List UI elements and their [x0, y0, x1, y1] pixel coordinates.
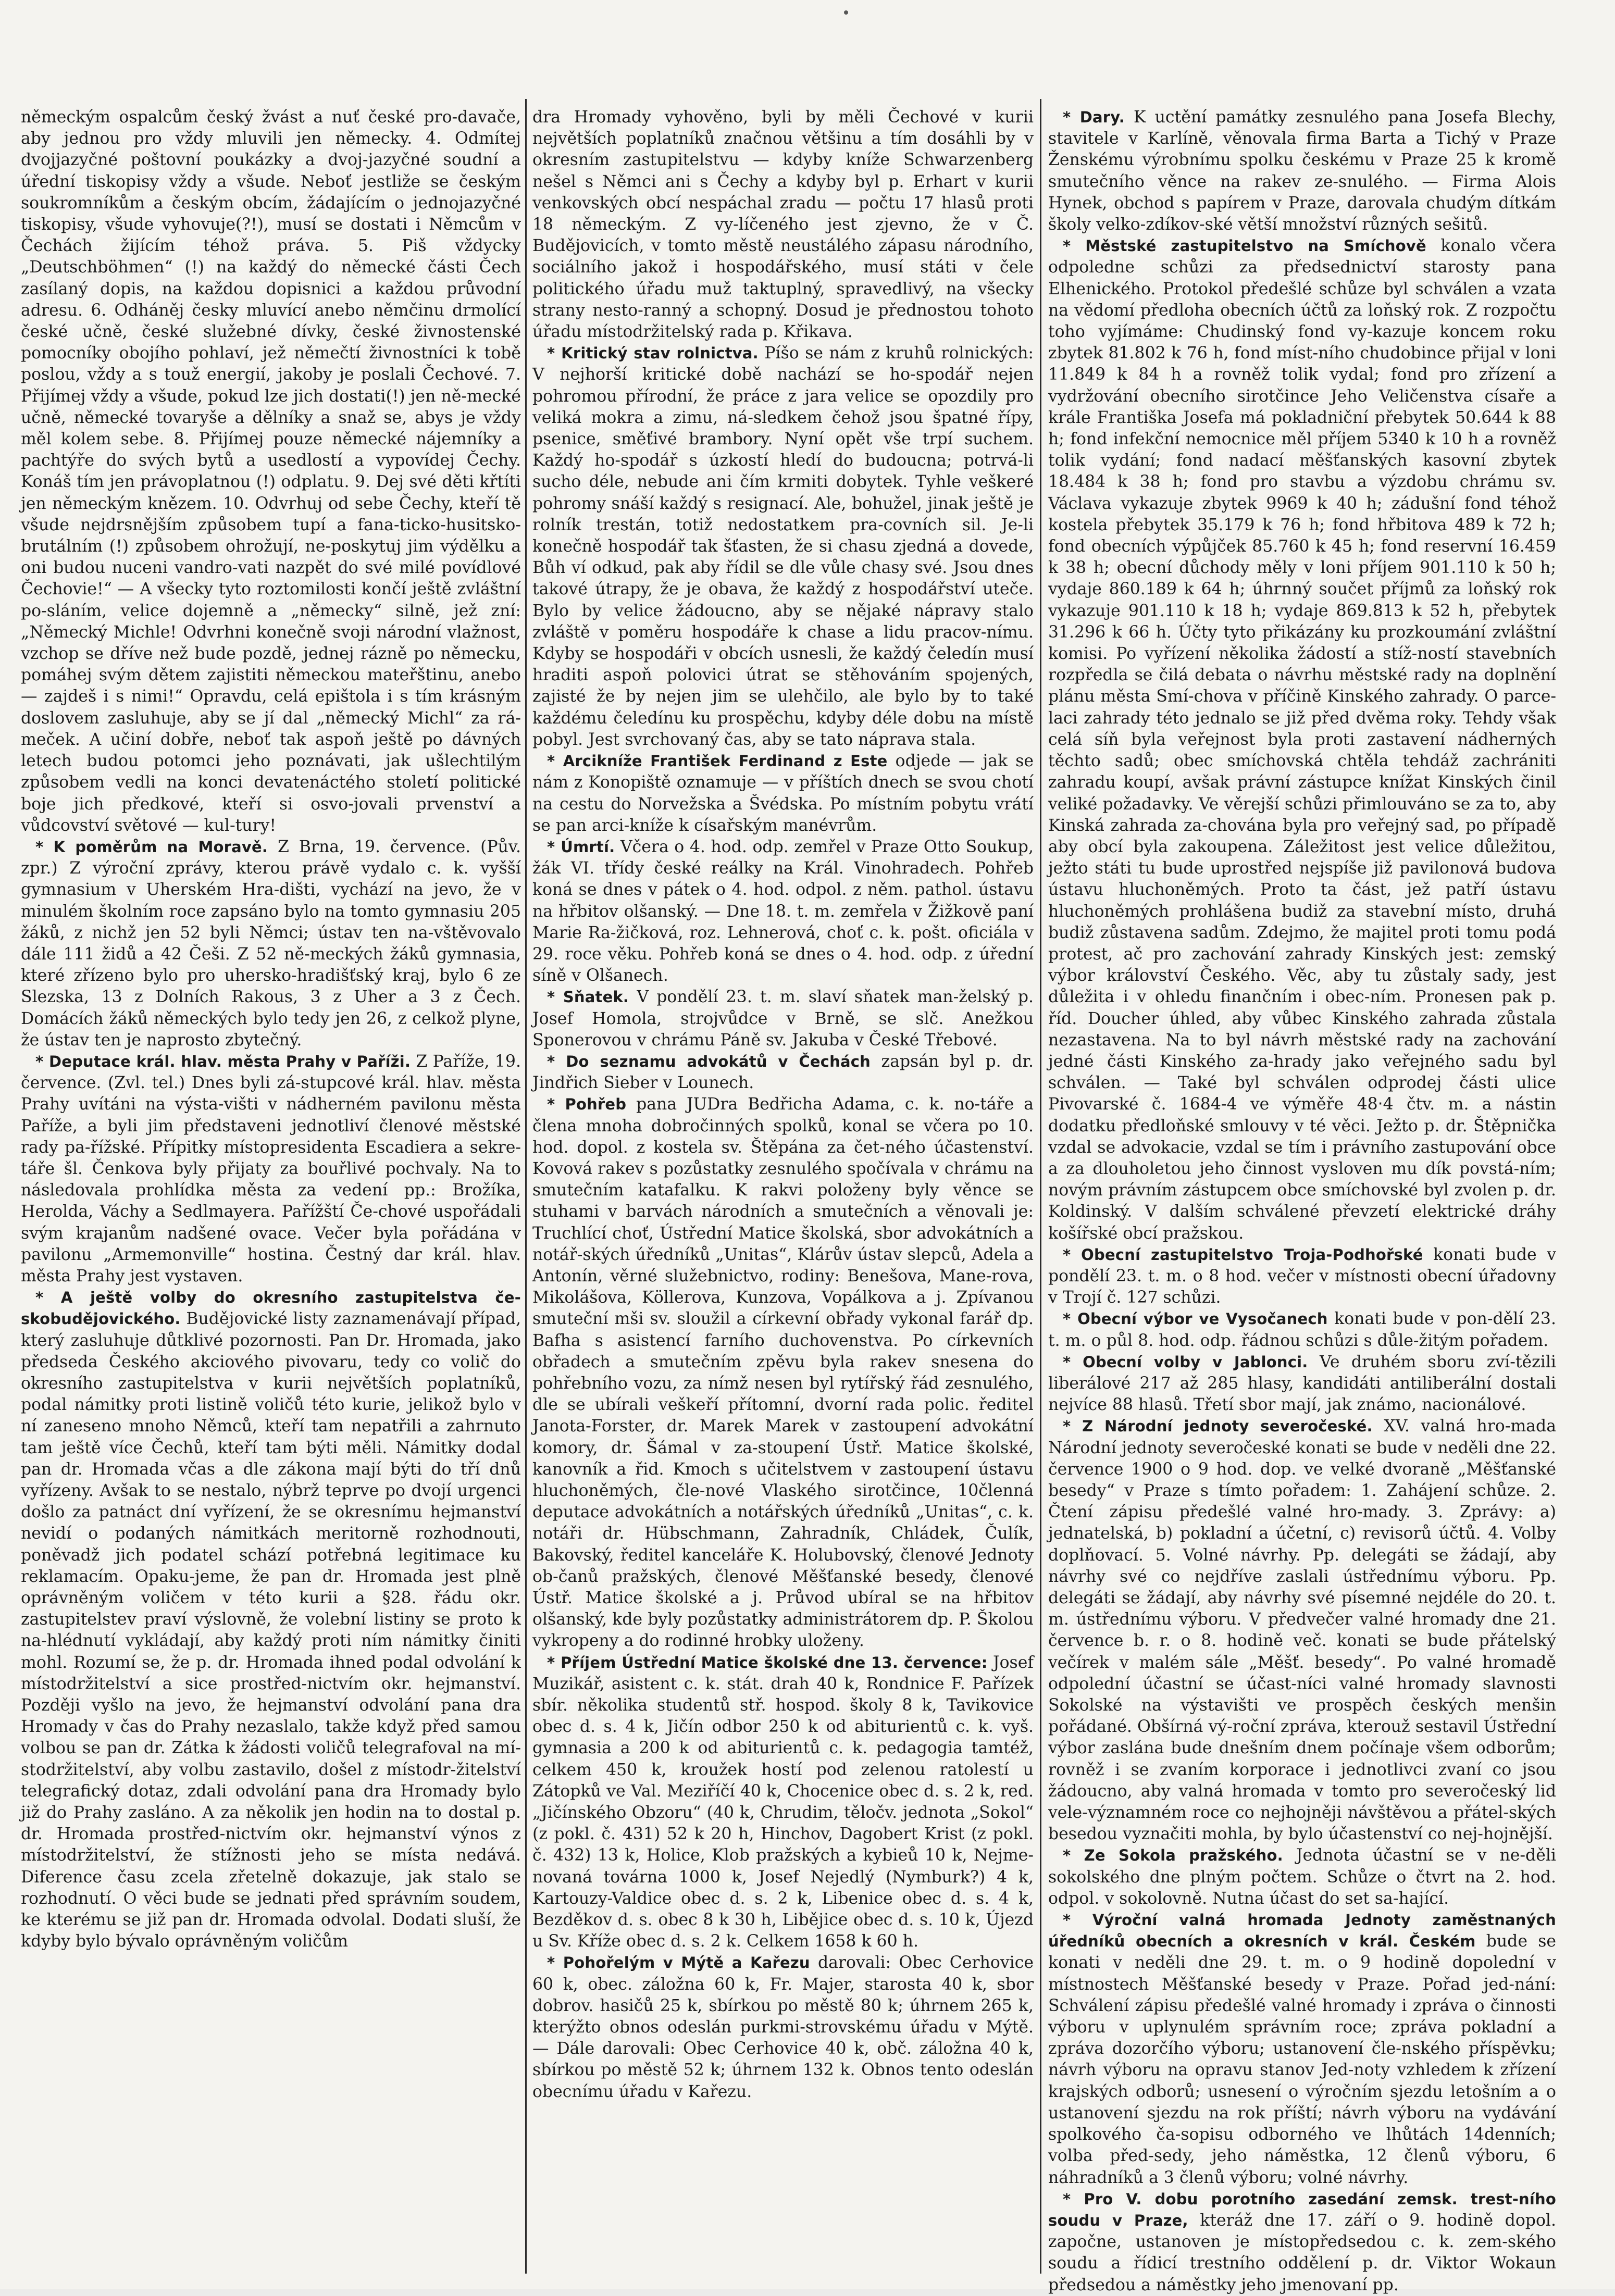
article-text: darovali: Obec Cerhovice 60 k, obec. záložna 60 k, Fr. Majer, starosta 40 k, sbor dobrov. hasičů 25 k, sbírkou po městě 80 k; úhrnem 265 k, kterýžto obnos odeslán purkmi-strovskému úřadu v Mýtě. — Dále darovali: Obec Cerhovice 40 k, obč. záložna 40 k, sbírkou po městě 52 k; úhrnem 132 k. Obnos tento odeslán obecnímu úřadu v Kařezu.	[532, 1953, 1034, 2101]
article-text: konati bude v pon-dělí 23. t. m. o půl 8. hod. odp. řádnou schůzi s důle-žitým pořadem.	[1048, 1309, 1556, 1350]
article-text: K uctění památky zesnulého pana Josefa Blechy, stavitele v Karlíně, věnovala firma Barta a Tichý v Praze Ženskému výrobnímu spolku českému v Praze 25 k kromě smutečního věnce na rakev ze-snulého. — Firma Alois Hynek, obchod s papírem v Praze, darovala chudým dítkám školy velko-zdíkov-ské větší množství různých sešitů.	[1048, 108, 1556, 234]
article-heading: * Úmrtí.	[547, 838, 615, 856]
article-text: Ve druhém sboru zví-tězili liberálové 217 až 285 hlasy, kandidáti antiliberální dostali nejvíce 88 hlasů. Třetí sbor mají, jak známo, nacionálové.	[1048, 1352, 1557, 1415]
news-article	[21, 1051, 521, 1287]
article-heading: * Obecní výbor ve Vysočanech	[1063, 1310, 1328, 1328]
news-article	[532, 987, 1034, 1051]
news-article	[532, 343, 1034, 751]
paragraph	[21, 107, 521, 837]
print-dot	[844, 10, 848, 15]
article-text: Josef Muzikář, asistent c. k. stát. drah 40 k, Rondnice F. Pařízek sbír. několika studentů stř. hospod. školy 8 k, Tavikovice obec d. s. 4 k, Jičín odbor 250 k od abiturientů c. k. vyš. gymnasia a 200 k od abiturientů c. k. pedagogia tamtéž, celkem 450 k, kroužek hostí pod zelenou ratolestí u Zátopků ve Val. Meziříčí 40 k, Chocenice obec d. s. 2 k, red. „Jičínského Obzoru“ (40 k, Chrudim, těločv. jednota „Sokol“ (z pokl. č. 431) 52 k 20 h, Hinchov, Dagobert Krist (z pokl. č. 432) 13 k, Holice, Klob pražských a kybieů 10 k, Nejme-novaná továrna 1000 k, Josef Nejedlý (Nymburk?) 4 k, Kartouzy-Valdice obec d. s. 2 k, Libenice obec d. s. 4 k, Bezděkov d. s. obec 8 k 30 h, Libějice obec d. s. 10 k, Újezd u Sv. Kříže obec d. s. 2 k. Celkem 1658 k 60 h.	[532, 1653, 1034, 1951]
article-text: konati bude v pondělí 23. t. m. o 8 hod. večer v místnosti obecní úřadovny v Trojí č. 127 schůzi.	[1048, 1245, 1556, 1307]
article-heading: * Arcikníže František Ferdinand z Este	[547, 752, 888, 770]
article-text: zapsán byl p. dr. Jindřich Sieber v Lounech.	[532, 1052, 1034, 1093]
article-text: odjede — jak se nám z Konopiště oznamuje — v příštích dnech se svou chotí na cestu do Norvežska a Švédska. Po místním pobytu vrátí se pan arci-kníže k císařským manévrům.	[532, 752, 1034, 835]
column-divider	[525, 99, 527, 2274]
news-article	[532, 837, 1034, 987]
article-text: Z Paříže, 19. července. (Zvl. tel.) Dnes byli zá-stupcové král. hlav. města Prahy uvítáni na výsta-višti v nádherném pavilonu města Paříže, a byli jim představeni jednotliví členové městské rady pa-řížské. Přípitky místopresidenta Escadiera a sekre-táře šl. Čenkova byly přijaty za bouřlivé pochvaly. Na to následovala prohlídka města za vedení pp.: Brožíka, Herolda, Váchy a Sedlmayera. Pařížští Če-chové uspořádali svým krajanům nadšené ovace. Večer byla pořádána v pavilonu „Armemonville“ hostina. Čestný dar král. hlav. města Prahy jest vystaven.	[21, 1052, 521, 1286]
column-left	[21, 107, 521, 2279]
paragraph-text: německým ospalcům český žvást a nuť české pro-davače, aby jednou pro vždy mluvili jen německy. 4. Odmítej dvojjazyčné poštovní poukázky a dvoj-jazyčné soudní a úřední tiskopisy vždy a všude. Neboť jestliže se českým soukromníkům a českým obcím, žádajícím o jednojazyčné tiskopisy, všude vyhovuje(?!), musí se dostati i Němcům v Čechách žijícím téhož práva. 5. Piš vždycky „Deutschböhmen“ (!) na každý do německé části Čech zasílaný dopis, na každou dopisnici a každou průvodní adresu. 6. Odháněj česky mluvící anebo němčinu drmolící české učně, české služebné dívky, české živnostenské pomocníky obojího pohlaví, jež němečtí živnostníci k tobě poslou, vždy a s touž energií, jakoby je poslali Čechové. 7. Přijímej vždy a všude, pokud lze jich dostati(!) jen ně-mecké učně, německé tovaryše a dělníky a snaž se, abys je vždy měl kolem sebe. 8. Přijímej pouze německé nájemníky a pachtýře do svých bytů a usedlostí a vypovídej Čechy. Konáš tím jen právoplatnou (!) odplatu. 9. Dej své děti křtíti jen německým knězem. 10. Odvrhuj od sebe Čechy, kteří tě všude nejdrsnějším způsobem tupí a fana-ticko-husitsko-brutálním (!) způsobem ohrožují, ne-poskytuj jim výdělku a oni budou nuceni vandro-vati nazpět do své milé povídlové Čechovie!“ — A všecky tyto roztomilosti končí ještě zvláštní po-sláním, velice dojemně a „německy“ silně, jež zní: „Německý Michle! Odvrhni konečně svoji národní vlažnost, vzchop se dříve než bude pozdě, jednej rázně po německu, pomáhej svým dětem zajistiti německou mateřštinu, anebo — zajdeš i s nimi!“ Opravdu, celá epištola i s tím krásným doslovem zasluhuje, aby se jí dal „německý Michl“ za rá-meček. A učiní dobře, neboť tak aspoň ještě po dávných letech budou potomci jeho poznávati, jak ušlechtilým způsobem vedli na konci devatenáctého století politické boje jich předkové, kteří si osvo-jovali prvenství a vůdcovství světové — kul-tury!	[21, 108, 521, 835]
paragraph-text: dra Hromady vyhověno, byli by měli Čechové v kurii největších poplatníků značnou většinu a tím dosáhli by v okresním zastupitelstvu — kdyby kníže Schwarzenberg nešel s Němci ani s Čechy a kdyby byl p. Erhart v kurii venkovských obcí nespáchal zradu — počtu 17 hlasů proti 18 německým. Z vy-líčeného jest zjevno, že v Č. Budějovicích, v tomto městě neustálého zápasu národního, sociálního jakož i hospodářského, musí státi v čele politického úřadu muž taktuplný, spravedlivý, na všecky strany nesto-ranný a schopný. Dosud je přednostou tohoto úřadu místodržitelský rada p. Křikava.	[532, 108, 1034, 342]
news-article	[1048, 1244, 1556, 1309]
article-heading: * Obecní zastupitelstvo Troja-Podhořské	[1063, 1246, 1423, 1264]
article-heading: * Výroční valná hromada Jednoty zaměstnaných úředníků obecních a okresních v král. Českém	[1048, 1911, 1556, 1950]
article-heading: * Příjem Ústřední Matice školské dne 13. července:	[547, 1654, 988, 1671]
article-text: Jednota účastní se v ne-děli sokolského dne plným počtem. Schůze o čtvrt na 2. hod. odpol. v sokolovně. Nutna účast do set sa-hající.	[1048, 1846, 1556, 1908]
news-article	[1048, 1416, 1556, 1845]
news-article	[1048, 1308, 1556, 1351]
news-article	[532, 1051, 1034, 1094]
news-article	[532, 1952, 1034, 2102]
news-article	[1048, 1352, 1556, 1416]
news-article	[1048, 1910, 1556, 2189]
column-right	[1048, 107, 1557, 2294]
article-heading: * Deputace král. hlav. města Prahy v Paříži.	[35, 1053, 411, 1070]
news-article	[1048, 1845, 1556, 1910]
article-heading: * Kritický stav rolnictva.	[547, 344, 759, 362]
article-text: Z Brna, 19. července. (Pův. zpr.) Z výroční zprávy, kterou právě vydalo c. k. vyšší gymnasium v Uherském Hra-dišti, vychází na jevo, že v minulém školním roce zapsáno bylo na tomto gymnasiu 205 žáků, z nichž jen 52 byli Němci; ústav ten na-vštěvovalo dále 111 židů a 42 Češi. Z 52 ně-meckých žáků gymnasia, které zřízeno bylo pro uhersko-hradišťský kraj, bylo 6 ze Slezska, 13 z Dolních Rakous, 3 z Uher a 3 z Čech. Domácích žáků německých bylo tedy jen 26, z celkož plyne, že ústav ten je naprosto zbytečný.	[21, 837, 521, 1050]
column-divider	[1040, 99, 1041, 2274]
article-text: V pondělí 23. t. m. slaví sňatek man-želský p. Josef Homola, strojvůdce v Brně, se slč. Anežkou Sponerovou v chrámu Páně sv. Jakuba v České Třebové.	[532, 988, 1034, 1050]
article-heading: * Pohořelým v Mýtě a Kařezu	[547, 1954, 810, 1971]
news-article	[21, 837, 521, 1051]
news-article	[1048, 2189, 1556, 2296]
paragraph	[532, 107, 1034, 343]
news-article	[532, 1652, 1034, 1953]
news-article	[21, 1287, 521, 1952]
news-article	[532, 751, 1034, 837]
article-text: bude se konati v neděli dne 29. t. m. o 9 hodině dopolední v místnostech Měšťanské besedy v Praze. Pořad jed-nání: Schválení zápisu předešlé valné hromady i zpráva o činnosti výboru v uplynulém správním roce; zpráva pokladní a zpráva dozorčího výboru; ustanovení čle-nského příspěvku; návrh výboru na opravu stanov Jed-noty vzhledem k zřízení krajských odborů; usnesení o výročním sjezdu letošním a o ustanovení sjezdu na rok příští; návrh výboru na vydávání spolkového ča-sopisu odborného ve lhůtách 14denních; volba před-sedy, jeho náměstka, 12 členů výboru, 6 náhradníků a 3 členů výboru; volné návrhy.	[1048, 1932, 1556, 2187]
article-heading: * Sňatek.	[547, 988, 629, 1006]
article-heading: * Ze Sokola pražského.	[1063, 1846, 1283, 1864]
article-text: konalo včera odpoledne schůzi za předsednictví starosty pana Elhenického. Protokol předešlé schůze byl schválen a vzata na vědomí předloha obecních účtů za loňský rok. Z rozpočtu toho vyjímáme: Chudinský fond vy-kazuje koncem roku zbytek 81.802 k 76 h, fond míst-ního chudobince přijal v loni 11.849 k 84 h a rovněž tolik vydal; fond pro zřízení a vydržování obecního sirotčince Jeho Veličenstva císaře a krále Františka Josefa má pokladniční přebytek 50.644 k 88 h; fond infekční nemocnice měl příjem 5340 k 10 h a rovněž tolik vydání; fond nadací měšťanských kasovní zbytek 18.484 k 38 h; fond pro stavbu a výzdobu chrámu sv. Václava vykazuje zbytek 9969 k 40 h; zádušní fond téhož kostela přebytek 35.179 k 76 h; fond hřbitova 489 k 72 h; fond obecních výpůjček 85.760 k 45 h; fond reservní 16.459 k 38 h; obecní důchody měly v loni příjem 901.110 k 50 h; vydaje 860.189 k 64 h; úhrnný součet příjmů za loňský rok vykazuje 901.110 k 18 h; vydaje 869.813 k 52 h, přebytek 31.296 k 66 h. Účty tyto přikázány ku prozkoumání zvláštní komisi. Po vyřízení několika žádostí a stíž-ností stavebních rozpředla se čilá debata o návrhu městské rady na doplnění plánu města Smí-chova v příčině Kinského zahrady. O parce-laci zahrady této jednalo se již před dvěma roky. Tehdy však celá síň byla veřejnost byla proti zastavení nádherných těchto sadů; obec smíchovská chtěla tehdáž zachrániti zahradu koupí, avšak právní zástupce knížat Kinských činil veliké požadavky. Ve věrejší schůzi přimlouváno se za to, aby Kinská zahrada za-chována byla pro veřejný sad, po případě aby obcí byla zakoupena. Záležitost jest velice důležitou, ježto státi tu bude uprostřed nejspíše již pavilonová budova ústavu hluchoněmých. Proto ta část, jež patří ústavu hluchoněmých prohlášena budiž za stavební místo, druhá budiž zůstavena sadům. Zdejmo, že majitel proti tomu podá protest, ač pro zachování zahrady Kinských jest: zemský výbor království Českého. Věc, aby tu zůstaly sady, jest důležita i v ohledu finančním i obec-ním. Pronesen pak p. říd. Doucher úhled, aby vůbec Kinského zahrada zůstala nezastavena. Na to byl návrh městské rady na zachování jedné části Kinského za-hrady jako veřejného sadu byl schválen. — Také byl schválen odprodej části ulice Pivovarské č. 1684-4 ve výměře 48‧4 čtv. m. a nástin dodatku předloňské smlouvy v té věci. Ježto p. dr. Štěpnička vzdal se advokacie, vzdal se tím i právního zastupování obce a za dlouholetou jeho činnost vysloven mu dík povstá-ním; novým právním zástupcem obce smíchovské byl zvolen p. dr. Koldinský. V dalším schválené převzetí elektrické dráhy košířské obcí pražskou.	[1048, 236, 1556, 1243]
article-text: Píšo se nám z kruhů rolnických: V nejhorší kritické době nachází se ho-spodář nejen pohromou přírodní, že práce z jara velice se opozdily pro veliká mokra a zimu, ná-sledkem čehož jsou špatné řípy, psenice, směťivé brambory. Nyní opět vše trpí suchem. Každý ho-spodář s úzkostí hledí do budoucna; potrvá-li sucho déle, nebude ani čím krmiti dobytek. Tyhle veškeré pohromy snáší každý s resignací. Ale, bohužel, jinak ještě je rolník trestán, totiž nedostatkem pra-covních sil. Je-li konečně hospodář tak šťasten, že si chasu zjedná a dovede, Bůh ví odkud, pak aby řídil se dle vůle chasy své. Jsou dnes takové útrapy, že je obava, že každý z hospodářství uteče. Bylo by velice žádoucno, aby se nějaké nápravy stalo zvláště v poměru hospodáře k chase a lidu pracov-nímu. Kdyby se hospodáři v obcích usnesli, že každý čeledín musí hraditi aspoň polovici útrat se stěhováním spojených, zajisté že by nejen jim se ulehčilo, ale bylo by to také každému čeledínu ku prospěchu, kdyby déle dobu na místě pobyl. Jest svrchovaný čas, aby se tato náprava stala.	[532, 344, 1034, 749]
article-heading: * Z Národní jednoty severočeské.	[1063, 1417, 1373, 1435]
article-text: kteráž dne 17. září o 9. hodině dopol. započne, ustanoven je místopředsedou c. k. zem-ského soudu a řídicí trestního oddělení p. dr. Viktor Wokaun předsedou a náměstky jeho jmenovaní pp.	[1048, 2211, 1556, 2294]
article-heading: * Do seznamu advokátů v Čechách	[547, 1053, 871, 1070]
article-text: pana JUDra Bedřicha Adama, c. k. no-táře a člena mnoha dobročinných spolků, konal se včera po 10. hod. dopol. z kostela sv. Štěpána za čet-ného účastenství. Kovová rakev s pozůstatky zesnulého spočívala v chrámu na smutečním katafalku. K rakvi položeny byly věnce se stuhami v barvách národních a smutečních a věnovali je: Truchlící choť, Ústřední Matice školská, sbor advokátních a notář-ských úředníků „Unitas“, Klárův ústav slepců, Adela a Antonín, věrné služebnictvo, rodiny: Benešova, Mane-rova, Mikolášova, Köllerova, Kunzova, Vopálkova a j. Zpívanou smuteční mši sv. sloužil a církevní obřady vykonal farář dp. Bafha s asistencí farního duchovenstva. Po církevních obřadech a smutečním zpěvu byla rakev snesena do pohřebního vozu, za nímž nesen byl rytířský řád zesnulého, dle se ubírali veškeří přítomní, dvorní rada polic. ředitel Janota-Forster, dr. Marek Marek v zastoupení advokátní komory, dr. Šámal v za-stoupení Ústř. Matice školské, kanovník a řid. Kmoch s učitelstvem v zastoupení ústavu hluchoněmých, čle-nové Vlaského sirotčince, 10členná deputace advokátních a notářských úředníků „Unitas“, c. k. notáři dr. Hübschmann, Zahradník, Chládek, Čulík, Bakovský, ředitel kanceláře K. Holubovský, členové Jednoty ob-čanů pražských, členové Měšťanské besedy, členové Ústř. Matice školské a j. Průvod ubíral se na hřbitov olšanský, kde byly pozůstatky administrátorem dp. P. Školou vykropeny a do rodinné hrobky uloženy.	[532, 1095, 1034, 1651]
article-text: Včera o 4. hod. odp. zemřel v Praze Otto Soukup, žák VI. třídy české reálky na Král. Vinohradech. Pohřeb koná se dnes v pátek o 4. hod. odpol. z něm. pathol. ústavu na hřbitov olšanský. — Dne 18. t. m. zemřela v Žižkově paní Marie Ra-žičková, roz. Lehnerová, choť c. k. pošt. oficiála v 29. roce věku. Pohřeb koná se dnes o 4. hod. odp. z úřední síně v Olšanech.	[532, 837, 1034, 985]
column-middle	[532, 107, 1034, 2279]
article-heading: * A ještě volby do okresního zastupitelstva če-skobudějovického.	[21, 1289, 521, 1328]
news-article	[1048, 107, 1556, 235]
news-article	[1048, 235, 1556, 1244]
article-heading: * Městské zastupitelstvo na Smíchově	[1063, 237, 1426, 255]
article-heading: * Pohřeb	[547, 1095, 626, 1113]
article-text: Budějovické listy zaznamenávají případ, který zasluhuje důtklivé pozornosti. Pan Dr. Hromada, jako předseda Českého akciového pivovaru, tedy co volič do okresního zastupitelstva v kurii největších poplatníků, podal námitky proti listině voličů této kurie, jelikož bylo v ní zaneseno mnoho Němců, kteří tam nepatřili a zahrnuto tam ještě více Čechů, kteří tam býti měli. Námitky dodal pan dr. Hromada včas a dle zákona mají býti do tří dnů vyřízeny. Avšak to se nestalo, nýbrž teprve po dvojí urgenci došlo za patnáct dní vyřízení, že se okresnímu hejmanství nevidí o podaných námitkách meritorně rozhodnouti, poněvadž jich podatel schází potřebná legitimace ku reklamacím. Opaku-jeme, že pan dr. Hromada jest plně oprávněným voličem v této kurii a §28. řádu okr. zastupitelstev praví výslovně, že volební listiny se proto k na-hlédnutí vykládají, aby každý proti ním námitky činiti mohl. Rozumí se, že p. dr. Hromada ihned podal odvolání k místodržitelství a sice prostřed-nictvím okr. hejmanství. Později vyšlo na jevo, že hejmanství odvolání pana dra Hromady v čas do Prahy nezaslalo, takže když před samou volbou se pan dr. Zátka k žádosti voličů telegrafoval na mí-stodržitelství, aby volbu zastavilo, došel z místodr-žitelství telegrafický dotaz, zdali odvolání pana dra Hromady bylo již do Prahy zasláno. A za několik jen hodin na to dostal p. dr. Hromada prostřed-nictvím okr. hejmanství výnos z místodržitelství, že stížnosti jeho se místa nedává. Diference času zcela zřetelně dokazuje, jak stalo se rozhodnutí. O věci bude se jednati před správním soudem, ke kterému se již pan dr. Hromada odvolal. Dodati sluší, že kdyby bylo bývalo oprávněným voličům	[21, 1309, 521, 1951]
article-text: XV. valná hro-mada Národní jednoty severočeské konati se bude v neděli dne 22. července 1900 o 9 hod. dop. ve velké dvoraně „Měšťanské besedy“ v Praze s tímto pořadem: 1. Zahájení schůze. 2. Čtení zápisu předešlé valné hro-mady. 3. Zprávy: a) jednatelská, b) pokladní a účetní, c) revisorů účtů. 4. Volby doplňovací. 5. Volné návrhy. Pp. delegáti se žádají, aby návrhy své co nejdříve zaslali ústřednímu výboru. Pp. delegáti se žádají, aby návrhy své písemné nejdéle do 20. t. m. ústřednímu výboru. V předvečer valné hromady dne 21. července b. r. o 8. hodině več. konati se bude přátelský večírek v malém sále „Měšť. besedy“. Po valné hromadě odpolední účastní se účast-níci valné hromady slavnosti Sokolské na výstavišti ve prospěch českých menšin pořádané. Obšírná vý-roční zpráva, kterouž sestavil Ústřední výbor zaslána bude dnešním dnem počínaje všem odborům; rovněž i se zvaním korporace i jednotlivci zvaní co jsou žádoucno, aby valná hromada v tomto pro severočeský lid vele-významném roce co nejhojněji návštěvou a přátel-ských besedou vyznačiti mohla, by bylo účastenství co nej-hojnější.	[1048, 1417, 1556, 1844]
news-article	[532, 1094, 1034, 1652]
article-heading: * K poměrům na Moravě.	[35, 838, 268, 856]
article-heading: * Dary.	[1063, 108, 1125, 126]
article-heading: * Obecní volby v Jablonci.	[1063, 1353, 1308, 1371]
article-heading: * Pro V. dobu porotního zasedání zemsk. trest-ního soudu v Praze,	[1048, 2190, 1556, 2229]
